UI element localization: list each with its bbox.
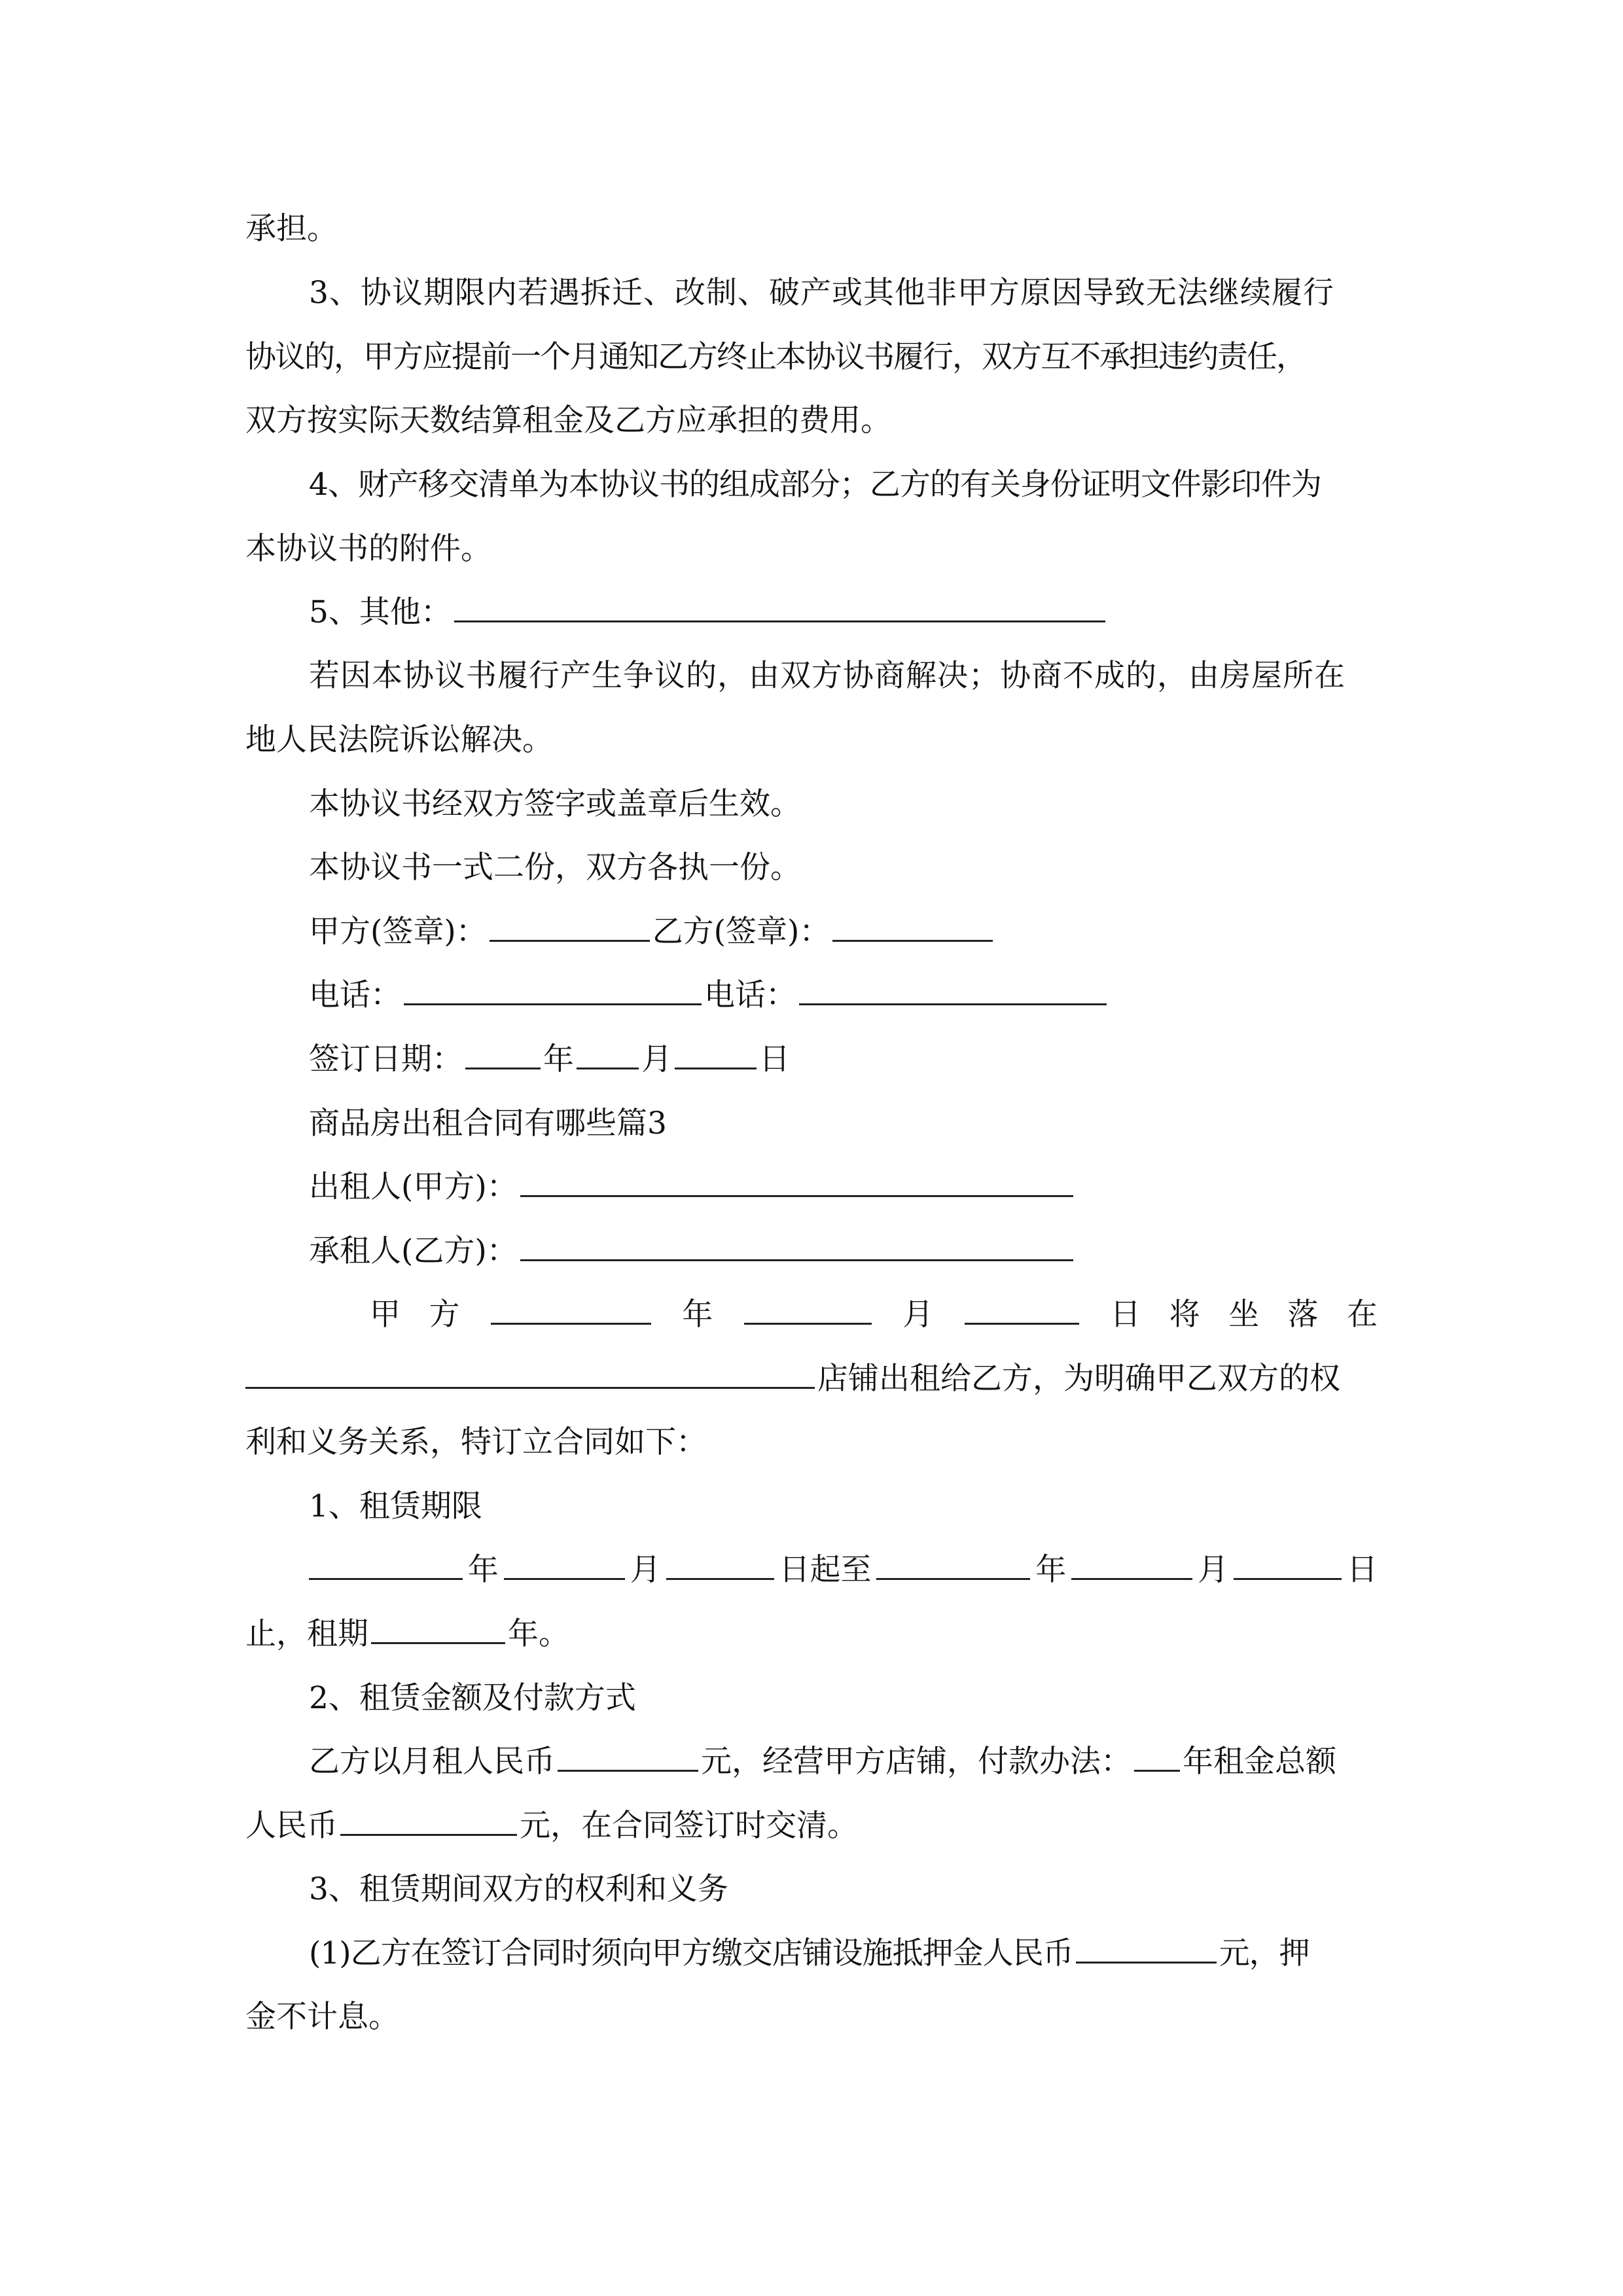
lease-term-line	[245, 1551, 1378, 1590]
dispute-line-1: 若因本协议书履行产生争议的，由双方协商解决；协商不成的，由房屋所在	[309, 658, 1346, 694]
char: 甲	[370, 1297, 401, 1333]
rmb-label: 人民币	[245, 1808, 338, 1844]
lessor-label: 出租人(甲方)：	[309, 1169, 518, 1205]
sign-year-blank[interactable]	[465, 1043, 541, 1069]
phone-line	[309, 976, 1109, 1015]
char: 方	[429, 1297, 460, 1333]
char: 坐	[1228, 1297, 1260, 1333]
char: 月	[630, 1552, 661, 1588]
other-terms-blank[interactable]	[454, 596, 1105, 622]
shop-location-blank[interactable]	[245, 1362, 815, 1389]
lessor-blank[interactable]	[520, 1170, 1073, 1197]
sign-date-label: 签订日期：	[309, 1041, 463, 1077]
char: 年	[1035, 1552, 1067, 1588]
clause-3-line-1: 3、协议期限内若遇拆迁、改制、破产或其他非甲方原因导致无法继续履行	[309, 275, 1334, 311]
payment-years-blank[interactable]	[1134, 1745, 1180, 1772]
sign-day-blank[interactable]	[675, 1043, 757, 1069]
end-day-blank[interactable]	[1234, 1553, 1342, 1580]
deposit-line-2: 金不计息。	[245, 1999, 399, 2035]
party-a-phone-label: 电话：	[309, 977, 401, 1013]
total-rent-label: 年租金总额	[1183, 1744, 1336, 1780]
party-a-phone-blank[interactable]	[404, 978, 702, 1005]
copies-line: 本协议书一式二份，双方各执一份。	[309, 850, 801, 886]
lessee-blank[interactable]	[520, 1234, 1073, 1261]
lessee-line	[309, 1232, 1076, 1271]
start-year-blank[interactable]	[309, 1553, 463, 1580]
day-label: 日	[759, 1041, 790, 1077]
party-b-signature-label: 乙方(签章)：	[652, 914, 830, 950]
deposit-blank[interactable]	[1076, 1937, 1217, 1964]
lease-month-blank[interactable]	[744, 1298, 872, 1325]
char: 日起至	[779, 1552, 872, 1588]
clause-4-line-1: 4、财产移交清单为本协议书的组成部分；乙方的有关身份证明文件影印件为	[309, 467, 1321, 503]
char: 月	[902, 1297, 934, 1333]
text-line: 承担。	[245, 211, 338, 247]
deposit-text: (1)乙方在签订合同时须向甲方缴交店铺设施抵押金人民币	[309, 1935, 1073, 1971]
lease-day-blank[interactable]	[965, 1298, 1079, 1325]
party-b-phone-blank[interactable]	[799, 978, 1107, 1005]
effective-line: 本协议书经双方签字或盖章后生效。	[309, 786, 801, 822]
end-year-blank[interactable]	[876, 1553, 1030, 1580]
lease-intro-line-3: 利和义务关系，特订立合同如下：	[245, 1424, 707, 1460]
clause-2-heading: 2、租赁金额及付款方式	[309, 1680, 636, 1716]
clause-3-line-3: 双方按实际天数结算租金及乙方应承担的费用。	[245, 403, 891, 439]
char: 月	[1198, 1552, 1229, 1588]
party-b-phone-label: 电话：	[704, 977, 796, 1013]
payment-text: 元，经营甲方店铺，付款办法：	[701, 1744, 1132, 1780]
dispute-line-2: 地人民法院诉讼解决。	[245, 722, 553, 758]
signature-line	[309, 912, 995, 952]
lease-period-line	[245, 1615, 569, 1654]
party-a-signature-blank[interactable]	[490, 915, 650, 942]
party-a-signature-label: 甲方(签章)：	[309, 914, 487, 950]
clause-3-line-2: 协议的，甲方应提前一个月通知乙方终止本协议书履行，双方互不承担违约责任，	[245, 339, 1306, 375]
year-label: 年	[543, 1041, 574, 1077]
rent-settle-text: 元，在合同签订时交清。	[520, 1808, 858, 1844]
char: 落	[1287, 1297, 1319, 1333]
party-b-signature-blank[interactable]	[832, 915, 993, 942]
lessee-label: 承租人(乙方)：	[309, 1233, 518, 1269]
sign-month-blank[interactable]	[577, 1043, 639, 1069]
char: 在	[1346, 1297, 1378, 1333]
char: 将	[1169, 1297, 1200, 1333]
char: 日	[1346, 1552, 1378, 1588]
start-month-blank[interactable]	[504, 1553, 625, 1580]
rent-label: 乙方以月租人民币	[309, 1744, 555, 1780]
clause-5-line	[309, 593, 1108, 632]
clause-4-line-2: 本协议书的附件。	[245, 531, 491, 567]
justified-line-lease-intro	[245, 1295, 1378, 1335]
char: 年	[467, 1552, 499, 1588]
deposit-line-1	[309, 1934, 1310, 1973]
clause-1-heading: 1、租赁期限	[309, 1488, 482, 1524]
lease-period-label: 止，租期	[245, 1616, 368, 1652]
end-month-blank[interactable]	[1071, 1553, 1192, 1580]
monthly-rent-blank[interactable]	[558, 1745, 698, 1772]
year-unit: 年。	[508, 1616, 569, 1652]
start-day-blank[interactable]	[666, 1553, 774, 1580]
clause-3-heading: 3、租赁期间双方的权利和义务	[309, 1871, 728, 1907]
char: 年	[682, 1297, 713, 1333]
clause-5-label: 5、其他：	[309, 594, 452, 630]
section-title: 商品房出租合同有哪些篇3	[309, 1105, 667, 1141]
rent-line-2	[245, 1806, 858, 1846]
sign-date-line	[309, 1040, 790, 1079]
lessor-line	[309, 1168, 1076, 1207]
month-label: 月	[641, 1041, 672, 1077]
rent-line-1	[309, 1742, 1336, 1782]
lease-intro-line-2	[245, 1359, 1340, 1399]
lease-intro-text: 店铺出租给乙方，为明确甲乙双方的权	[817, 1361, 1340, 1397]
lease-period-blank[interactable]	[371, 1617, 505, 1644]
deposit-unit: 元，押	[1219, 1935, 1310, 1971]
lease-year-blank[interactable]	[491, 1298, 651, 1325]
total-rent-blank[interactable]	[340, 1809, 517, 1836]
char: 日	[1110, 1297, 1141, 1333]
